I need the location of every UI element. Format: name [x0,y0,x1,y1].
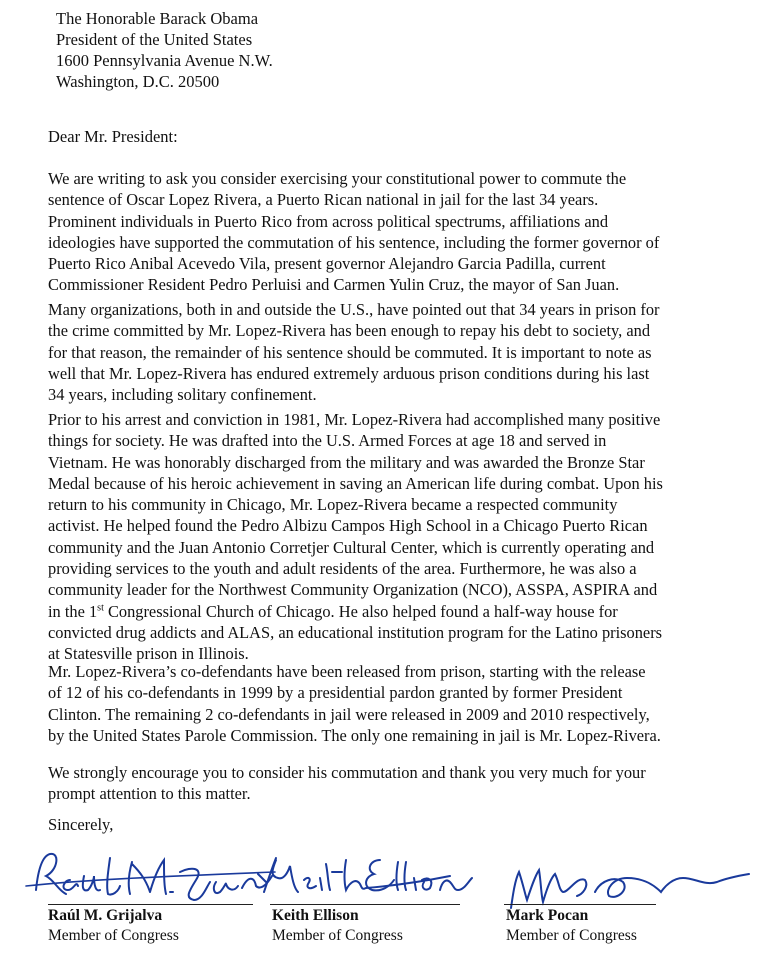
paragraph-line: return to his community in Chicago, Mr. Lopez-Rivera became a respected community [48,495,618,515]
signature-line [270,904,460,905]
paragraph-line: well that Mr. Lopez-Rivera has endured extremely arduous prison conditions during his last [48,363,650,383]
paragraph-line: by the United States Parole Commission. The only one remaining in jail is Mr. Lopez-Rivera. [48,725,661,745]
paragraph-line: sentence of Oscar Lopez Rivera, a Puerto Rican national in jail for the last 34 years. [48,190,599,210]
signer-title: Member of Congress [48,927,179,944]
paragraph-line: activist. He helped found the Pedro Albizu Campos High School in a Chicago Puerto Rican [48,516,648,536]
paragraph-3 [48,409,748,665]
ordinal-number: in the 1 [48,601,98,621]
paragraph-line: Puerto Rico Anibal Acevedo Vila, present governor Alejandro Garcia Padilla, current [48,254,606,274]
signature-pocan [505,858,755,910]
paragraph-line: Clinton. The remaining 2 co-defendants in jail were released in 2009 and 2010 respectively, [48,704,650,724]
paragraph-line: at Statesville prison in Illinois. [48,644,249,664]
paragraph-line: Mr. Lopez-Rivera’s co-defendants have been released from prison, starting with the release [48,662,646,681]
paragraph-line: We strongly encourage you to consider his commutation and thank you very much for your [48,763,646,782]
recipient-address [56,8,273,92]
closing: Sincerely, [48,815,114,834]
paragraph-line: community leader for the Northwest Community Organization (NCO), ASSPA, ASPIRA and [48,580,658,600]
signature-line [48,904,253,905]
signer-name: Raúl M. Grijalva [48,907,163,924]
recipient-name: The Honorable Barack Obama [56,9,259,28]
paragraph-line: We are writing to ask you consider exercising your constitutional power to commute the [48,169,627,188]
paragraph-line: of 12 of his co-defendants in 1999 by a presidential pardon granted by former President [48,683,623,703]
paragraph-line: the crime committed by Mr. Lopez-Rivera has been enough to repay his debt to society, and [48,321,651,341]
recipient-city: Washington, D.C. 20500 [56,72,220,91]
paragraph-line: prompt attention to this matter. [48,784,251,804]
paragraph-line: for that reason, the remainder of his sentence should be commuted. It is important to note as [48,342,652,362]
paragraph-line: Many organizations, both in and outside the U.S., have pointed out that 34 years in prison for [48,300,660,319]
paragraph-line: Medal because of his heroic achievement in saving an American life during combat. Upon his [48,473,663,493]
recipient-title: President of the United States [56,30,253,49]
signer-pocan [506,906,637,946]
paragraph-4 [48,661,748,746]
ordinal-suffix: st [97,602,104,614]
signature-grijalva [20,846,280,908]
signer-title: Member of Congress [272,927,403,944]
signer-ellison [272,906,403,946]
paragraph-line: providing services to the youth and adult residents of the area. Furthermore, he was also a [48,559,637,579]
paragraph-line: Prior to his arrest and conviction in 1981, Mr. Lopez-Rivera had accomplished many positive [48,410,661,429]
paragraph-line: ideologies have supported the commutation of his sentence, including the former governor of [48,232,660,252]
paragraph-5 [48,762,748,805]
paragraph-line: convicted drug addicts and ALAS, an educational institution program for the Latino prisoners [48,622,663,642]
salutation: Dear Mr. President: [48,127,178,146]
paragraph-line: Prominent individuals in Puerto Rico from across political spectrums, affiliations and [48,211,609,231]
paragraph-1 [48,168,748,296]
line-continuation: Congressional Church of Chicago. He also helped found a half-way house for [107,601,618,621]
signer-grijalva [48,906,179,946]
paragraph-line: Vietnam. He was honorably discharged from the military and was awarded the Bronze Star [48,452,645,472]
paragraph-line: 34 years, including solitary confinement. [48,385,317,405]
signer-title: Member of Congress [506,927,637,944]
signature-ellison [250,852,480,902]
signer-name: Keith Ellison [272,907,359,924]
signer-name: Mark Pocan [506,907,589,924]
paragraph-line: community and the Juan Antonio Corretjer Cultural Center, which is currently operating and [48,537,655,557]
paragraph-2 [48,299,748,405]
paragraph-line [48,601,748,622]
paragraph-line: things for society. He was drafted into the U.S. Armed Forces at age 18 and served in [48,431,607,451]
recipient-street: 1600 Pennsylvania Avenue N.W. [56,51,273,70]
paragraph-line: Commissioner Resident Pedro Perluisi and Carmen Yulin Cruz, the mayor of San Juan. [48,275,620,295]
signature-line [504,904,656,905]
